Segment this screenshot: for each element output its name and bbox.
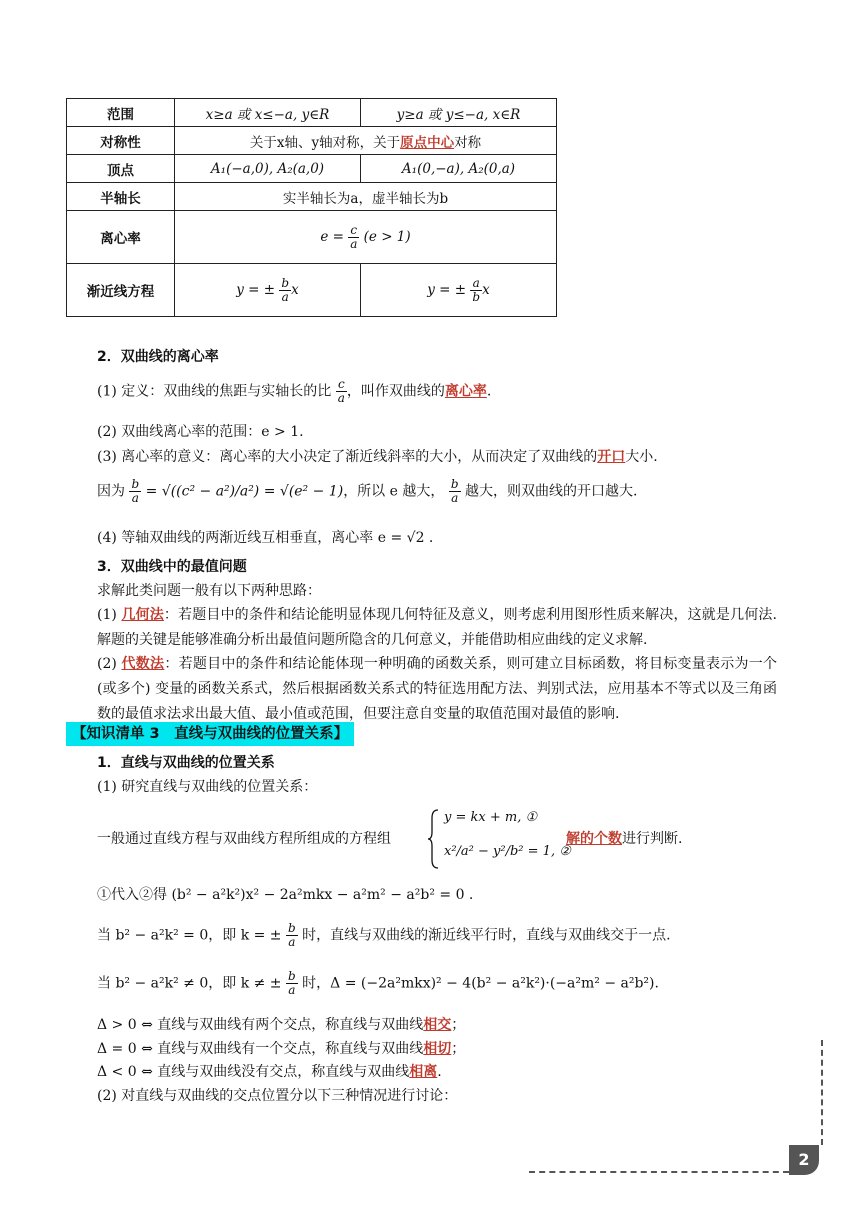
meaning-line: (3) 离心率的意义：离心率的大小决定了渐近线斜率的大小，从而决定了双曲线的开口大小.	[97, 449, 658, 465]
range-line: (2) 双曲线离心率的范围：e > 1.	[97, 424, 304, 440]
cell: 关于x轴、y轴对称，关于原点中心对称	[175, 127, 557, 155]
study-line: (1) 研究直线与双曲线的位置关系：	[97, 779, 318, 795]
section-title: 1．直线与双曲线的位置关系	[97, 755, 275, 771]
delta-negative: Δ < 0 ⇔ 直线与双曲线没有交点，称直线与双曲线相离.	[97, 1064, 442, 1080]
equation-1: y = kx + m, ①	[444, 810, 538, 825]
row-head: 范围	[67, 99, 175, 127]
intro-line: 求解此类问题一般有以下两种思路：	[97, 583, 321, 599]
row-head: 离心率	[67, 211, 175, 264]
asymptote-formula-2: y = ± $\frac{a}{b}$ x	[361, 264, 557, 317]
hyperbola-properties-table	[66, 98, 557, 317]
cell: y≥a 或 y≤−a, x∈R	[361, 99, 557, 127]
dashed-border-vertical	[821, 1040, 823, 1145]
geometry-method: (1) 几何法：若题目中的条件和结论能明显体现几何特征及意义，则考虑利用图形性质来解决，这就是几何法. 解题的关键是能够准确分析出最值问题所隐含的几何意义，并能借助相应曲线的定义求解.	[97, 607, 778, 648]
equation-2: x²/a² − y²/b² = 1, ②	[444, 844, 571, 859]
row-head: 渐近线方程	[67, 264, 175, 317]
asymptote-formula-1: y = ± $\frac{b}{a}$ x	[175, 264, 361, 317]
delta-zero: Δ = 0 ⇔ 直线与双曲线有一个交点，称直线与双曲线相切；	[97, 1041, 466, 1057]
cell: A₁(−a,0), A₂(a,0)	[175, 155, 361, 183]
brace-icon	[428, 808, 440, 870]
knowledge-banner: 【知识清单 3 直线与双曲线的位置关系】	[66, 722, 354, 746]
row-head: 半轴长	[67, 183, 175, 211]
page-number: 2	[789, 1145, 819, 1175]
equation-system	[428, 808, 571, 870]
row-head: 顶点	[67, 155, 175, 183]
cell: A₁(0,−a), A₂(0,a)	[361, 155, 557, 183]
cell: x≥a 或 x≤−a, y∈R	[175, 99, 361, 127]
row-head: 对称性	[67, 127, 175, 155]
case-general: 当 b² − a²k² ≠ 0，即 k ≠ ± $\frac{b}{a}$ 时，Δ = (−2a²mkx)² − 4(b² − a²k²)·(−a²m² − a²b²).	[97, 969, 659, 997]
because-line: 因为 $\frac{b}{a}$ = √((c² − a²)/a²) = √(e² − 1)，所以 e 越大， $\frac{b}{a}$ 越大，则双曲线的开口越大.	[97, 477, 638, 505]
discuss-line: (2) 对直线与双曲线的交点位置分以下三种情况进行讨论：	[97, 1088, 458, 1104]
definition-line: (1) 定义：双曲线的焦距与实轴长的比 $\frac{c}{a}$ ，叫作双曲线的离心率.	[97, 377, 492, 405]
algebra-method: (2) 代数法：若题目中的条件和结论能体现一种明确的函数关系，则可建立目标函数，将目标变量表示为一个(或多个) 变量的函数关系式，然后根据函数关系式的特征选用配方法、判别式法，应用基本不等式以及三角函数的最值求法求出最大值、最小值或范围，但要注意自变量的取值范围对最值的影响.	[97, 656, 778, 722]
equiaxis-line: (4) 等轴双曲线的两渐近线互相垂直，离心率 e = √2 .	[97, 530, 434, 546]
delta-positive: Δ > 0 ⇔ 直线与双曲线有两个交点，称直线与双曲线相交；	[97, 1017, 466, 1033]
section-title: 3．双曲线中的最值问题	[97, 559, 247, 575]
system-outro: 解的个数进行判断.	[566, 831, 683, 847]
case-parallel: 当 b² − a²k² = 0，即 k = ± $\frac{b}{a}$ 时，直线与双曲线的渐近线平行时，直线与双曲线交于一点.	[97, 921, 671, 949]
dashed-border-horizontal	[529, 1171, 789, 1173]
section-title: 2．双曲线的离心率	[97, 349, 219, 365]
system-intro: 一般通过直线方程与双曲线方程所组成的方程组	[97, 831, 391, 847]
substitution-line: ①代入②得 (b² − a²k²)x² − 2a²mkx − a²m² − a²b² = 0 .	[97, 887, 474, 903]
eccentricity-formula: e = $\frac{c}{a}$ (e > 1)	[175, 211, 557, 264]
cell: 实半轴长为a，虚半轴长为b	[175, 183, 557, 211]
